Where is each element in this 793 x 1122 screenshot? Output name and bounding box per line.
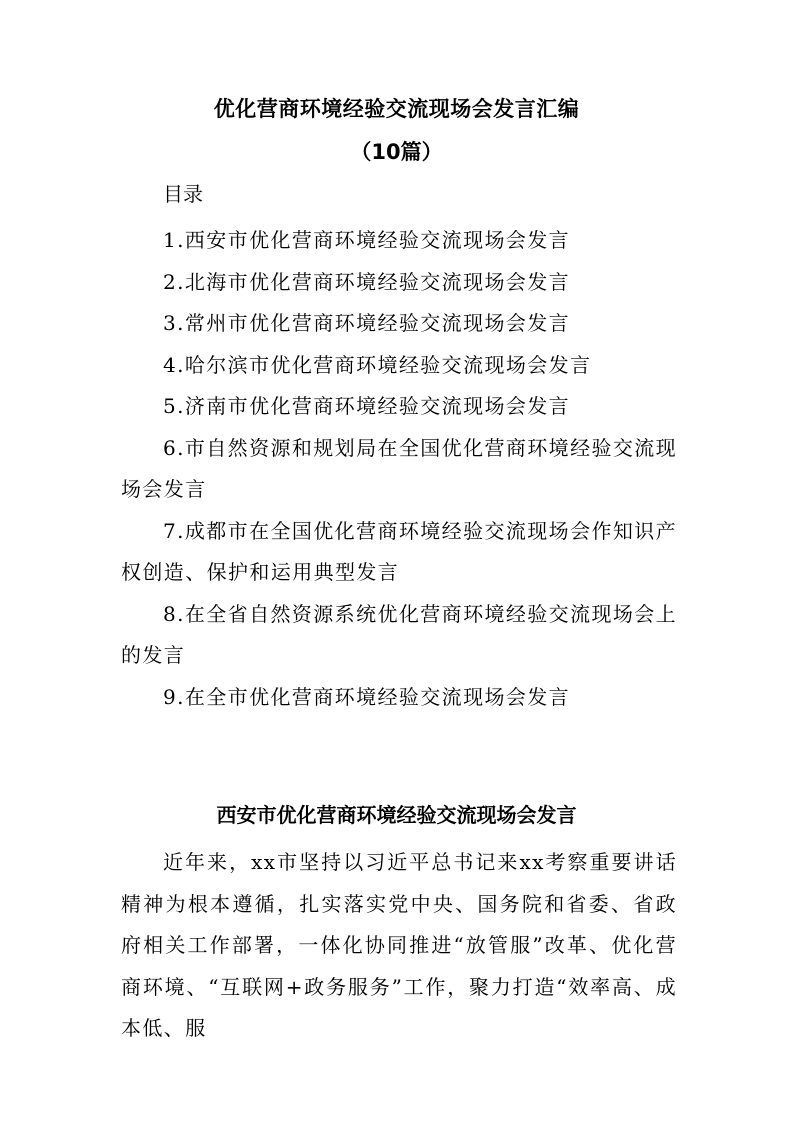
- document-subtitle: （10篇）: [350, 140, 443, 164]
- toc-item: 2.北海市优化营商环境经验交流现场会发言: [163, 269, 571, 294]
- toc-item: 6.市自然资源和规划局在全国优化营商环境经验交流现场会发言: [121, 435, 678, 501]
- toc-heading: 目录: [163, 182, 203, 206]
- toc-item: 8.在全省自然资源系统优化营商环境经验交流现场会上的发言: [121, 601, 678, 667]
- toc-item: 5.济南市优化营商环境经验交流现场会发言: [163, 394, 571, 418]
- section-body-paragraph: 近年来，xx市坚持以习近平总书记来xx考察重要讲话精神为根本遵循，扎实落实党中央、国务院和省委、省政府相关工作部署，一体化协同推进“放管服”改革、优化营商环境、“互联网+政务服务”工作，聚力打造“效率高、成本低、服: [121, 850, 677, 1040]
- section-title: 西安市优化营商环境经验交流现场会发言: [216, 803, 577, 827]
- toc-item: 1.西安市优化营商环境经验交流现场会发言: [163, 228, 571, 252]
- toc-item: 4.哈尔滨市优化营商环境经验交流现场会发言: [163, 352, 592, 377]
- table-of-contents: [121, 220, 681, 718]
- toc-item: 3.常州市优化营商环境经验交流现场会发言: [163, 311, 571, 335]
- document-title: 优化营商环境经验交流现场会发言汇编: [213, 97, 580, 121]
- toc-item: 9.在全市优化营商环境经验交流现场会发言: [163, 684, 571, 709]
- toc-item: 7.成都市在全国优化营商环境经验交流现场会作知识产权创造、保护和运用典型发言: [121, 518, 678, 584]
